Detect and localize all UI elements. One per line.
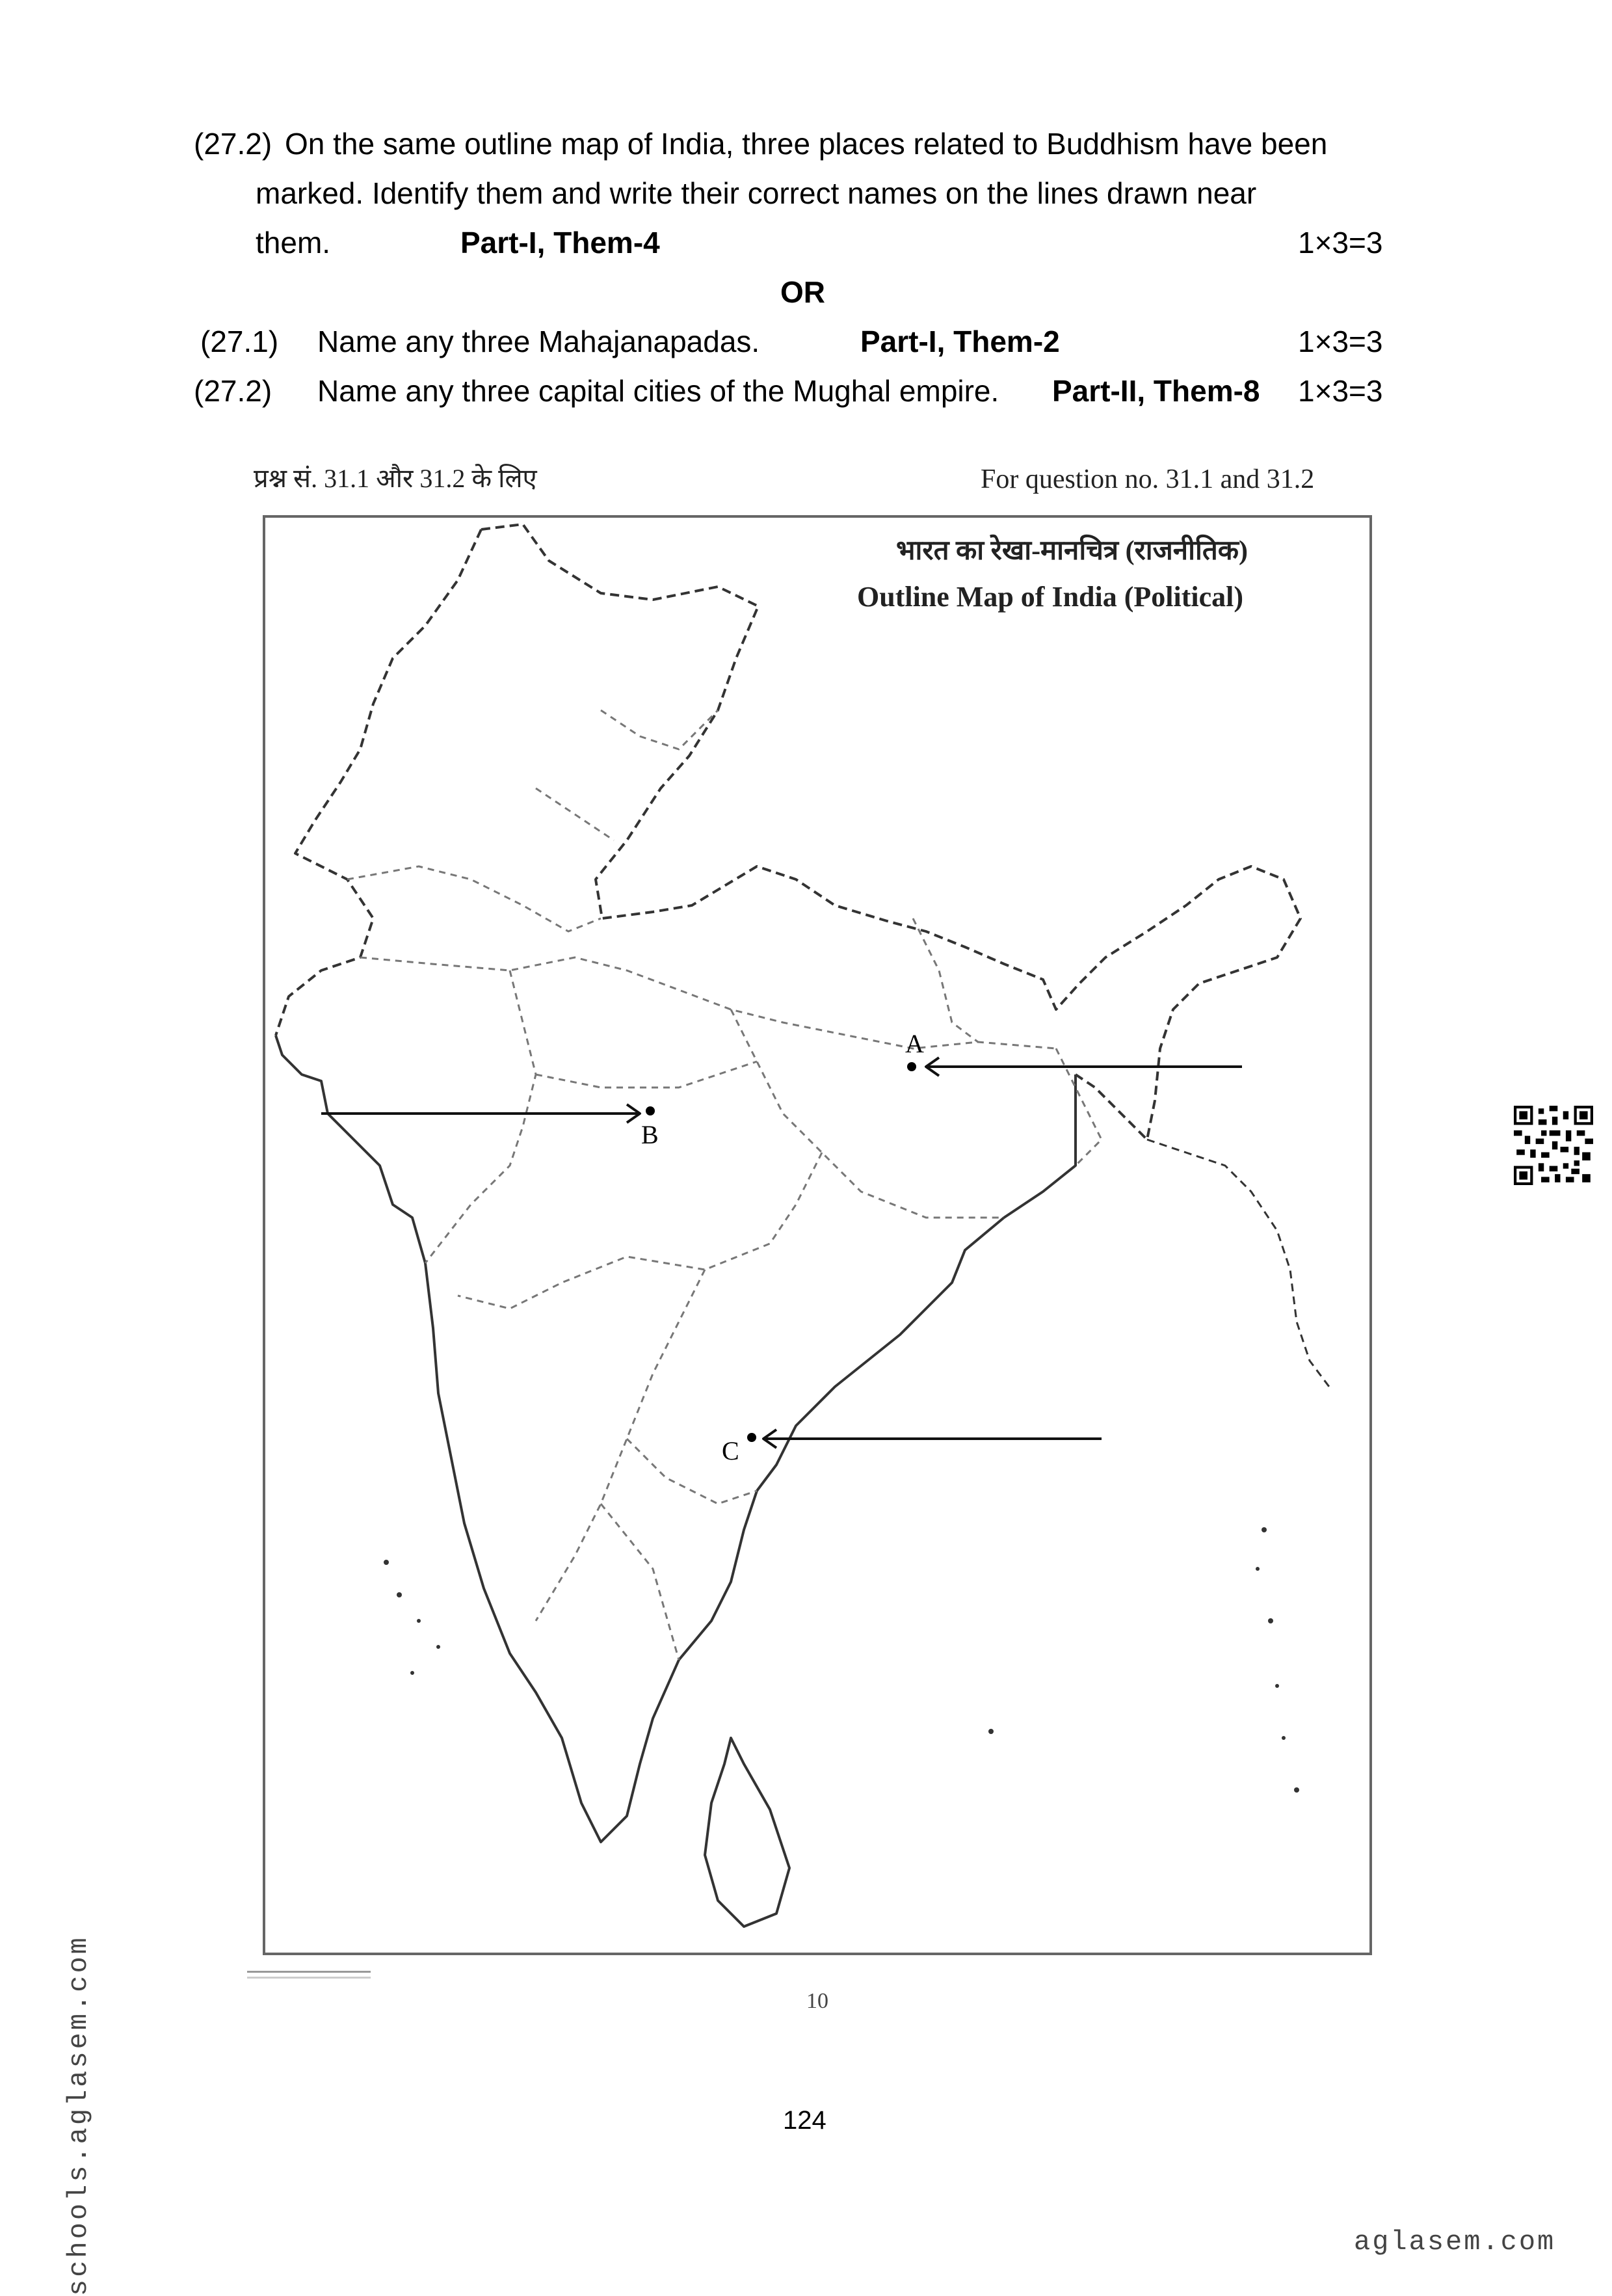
- map-title-hindi: भारत का रेखा-मानचित्र (राजनीतिक): [896, 536, 1249, 566]
- arrow-to-a: [926, 1058, 1242, 1076]
- marker-arrows: [321, 1058, 1242, 1448]
- arrow-to-c: [763, 1430, 1102, 1448]
- state-boundaries: [347, 710, 1102, 1660]
- western-frontier-line: [276, 529, 481, 1035]
- alt-question-2-number: (27.2): [194, 374, 272, 408]
- map-caption-hindi: प्रश्न सं. 31.1 और 31.2 के लिए: [254, 464, 537, 493]
- page-number: 124: [783, 2106, 826, 2135]
- footer-watermark: aglasem.com: [1354, 2226, 1556, 2258]
- north-east-outline: [1147, 1140, 1329, 1387]
- alt-question-1-number: (27.1): [200, 325, 279, 358]
- scan-page-number: 10: [806, 1989, 828, 2013]
- question-text-line-3: them.: [256, 226, 331, 260]
- alt-question-1-marks: 1×3=3: [1298, 325, 1383, 358]
- map-caption-english: For question no. 31.1 and 31.2: [981, 464, 1315, 494]
- map-title-english: Outline Map of India (Political): [857, 581, 1243, 613]
- arrow-to-b: [321, 1104, 640, 1123]
- alt-question-2-marks: 1×3=3: [1298, 374, 1383, 408]
- marker-a-dot: [907, 1062, 916, 1071]
- question-reference: Part-I, Them-4: [460, 226, 660, 260]
- sri-lanka-outline: [705, 1738, 789, 1927]
- marker-b-label: B: [641, 1120, 659, 1149]
- alt-question-2-text: Name any three capital cities of the Mughal empire.: [317, 374, 999, 408]
- or-separator: OR: [780, 275, 825, 309]
- question-text-line-1: On the same outline map of India, three places related to Buddhism have been: [285, 127, 1328, 161]
- alt-question-2-reference: Part-II, Them-8: [1052, 374, 1260, 408]
- marker-c-dot: [747, 1433, 756, 1442]
- qr-code-icon: [1514, 1106, 1593, 1185]
- northern-frontier-line: [481, 524, 1301, 1140]
- alt-question-1-text: Name any three Mahajanapadas.: [317, 325, 760, 358]
- question-text-line-2: marked. Identify them and write their correct names on the lines drawn near: [256, 176, 1257, 210]
- marker-a-label: A: [905, 1029, 924, 1058]
- question-marks: 1×3=3: [1298, 226, 1383, 260]
- scan-stamp-line: [247, 1971, 371, 1979]
- marker-b-dot: [646, 1106, 655, 1115]
- marker-c-label: C: [722, 1436, 739, 1465]
- side-watermark: schools.aglasem.com: [63, 1935, 94, 2296]
- india-outline-map: [263, 515, 1372, 1955]
- alt-question-1-reference: Part-I, Them-2: [860, 325, 1060, 358]
- island-dots: [384, 1527, 1299, 1793]
- question-number: (27.2): [194, 127, 272, 161]
